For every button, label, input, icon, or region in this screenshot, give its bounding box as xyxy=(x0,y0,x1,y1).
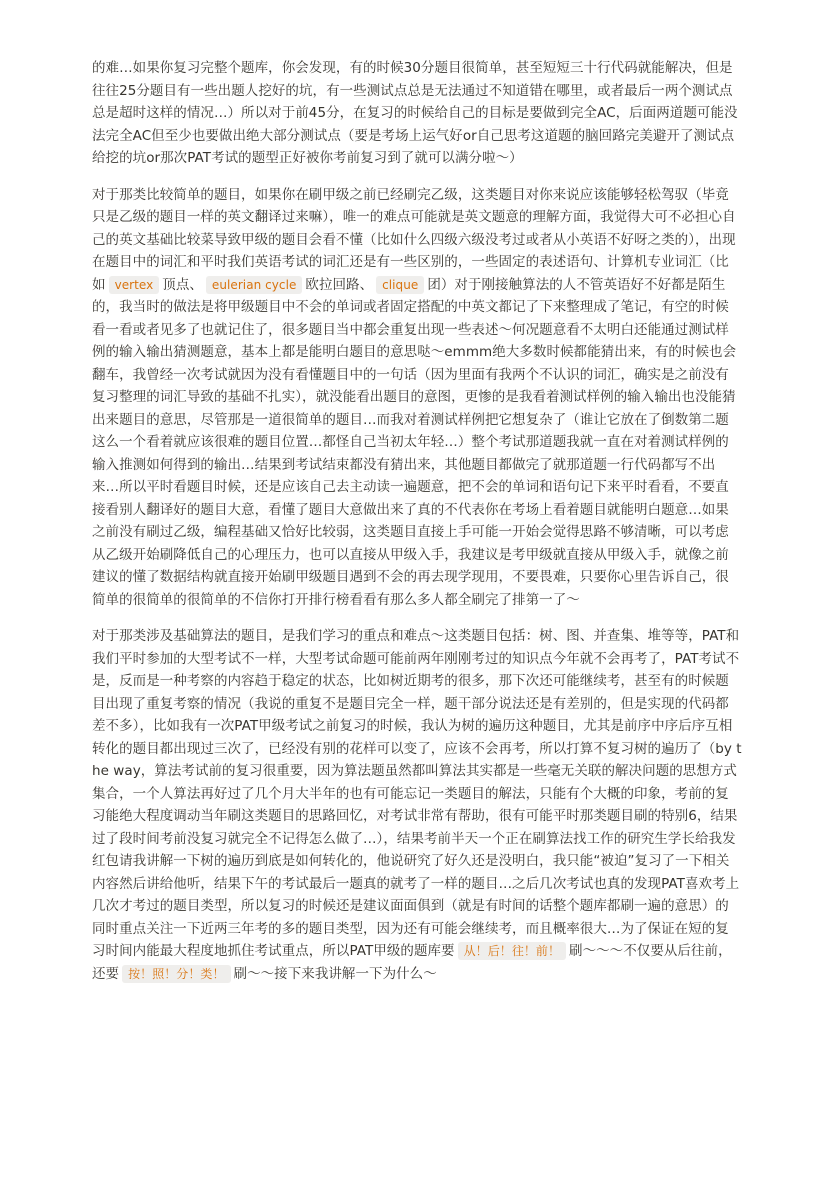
paragraph-algorithm-problems xyxy=(92,625,742,985)
paragraph-text: 顶点、 xyxy=(162,276,203,293)
paragraph-simple-problems xyxy=(92,184,742,612)
paragraph-text: 的难…如果你复习完整个题库，你会发现，有的时候30分题目很简单，甚至短短三十行代码就能解决，但是往往25分题目有一些出题人挖好的坑，有一些测试点总是无法通过不知道错在哪里，或者最后一两个测试点总是超时这样的情况…）所以对于前45分，在复习的时候给自己的目标是要做到完全AC，后面两道题可能没法完全AC但至少也要做出绝大部分测试点（要是考场上运气好or自己思考这道题的脑回路完美避开了测试点给挖的坑or那次PAT考试的题型正好被你考前复习到了就可以满分啦～） xyxy=(92,60,738,166)
inline-code-by-category: 按！照！分！类！ xyxy=(122,965,230,983)
inline-code-clique: clique xyxy=(376,276,424,294)
inline-code-back-to-front: 从！后！往！前！ xyxy=(458,942,566,960)
paragraph-text: 对于那类比较简单的题目，如果你在刷甲级之前已经刷完乙级，这类题目对你来说应该能够轻松驾驭（毕竟只是乙级的题目一样的英文翻译过来嘛），唯一的难点可能就是英文题意的理解方面，我觉得大可不必担心自己的英文基础比较菜导致甲级的题目会看不懂（比如什么四级六级没考过或者从小英语不好呀之类的），出现在题目中的词汇和平时我们英语考试的词汇还是有一些区别的，一些固定的表述语句、计算机专业词汇（比如 xyxy=(92,186,736,293)
paragraph-text: 团）对于刚接触算法的人不管英语好不好都是陌生的，我当时的做法是将甲级题目中不会的单词或者固定搭配的中英文都记了下来整理成了笔记，有空的时候看一看或者见多了也就记住了，很多题目当中都会重复出现一些表述～何况题意看不太明白还能通过测试样例的输入输出猜测题意，基本上都是能明白题目的意思哒～emmm绝大多数时候都能猜出来，有的时候也会翻车，我曾经一次考试就因为没有看懂题目中的一句话（因为里面有我两个不认识的词汇，确实是之前没有复习整理的词汇导致的基础不扎实），就没能看出题目的意图，更惨的是我看着测试样例的输入输出也没能猜出来题目的意思，尽管那是一道很简单的题目…而我对着测试样例把它想复杂了（谁让它放在了倒数第二题这么一个看着就应该很难的题目位置…都怪自己当初太年轻…）整个考试那道题我就一直在对着测试样例的输入推测如何得到的输出…结果到考试结束都没有猜出来，其他题目都做完了就那道题一行代码都写不出来…所以平时看题目时候，还是应该自己去主动读一遍题意，把不会的单词和语句记下来平时看看，不要直接看别人翻译好的题目大意，看懂了题目大意做出来了真的不代表你在考场上看着题目就能明白题意…如果之前没有刷过乙级，编程基础又恰好比较弱，这类题目直接上手可能一开始会觉得思路不够清晰，可以考虑从乙级开始刷降低自己的心理压力，也可以直接从甲级入手，我建议是考甲级就直接从甲级入手，就像之前建议的懂了数据结构就直接开始刷甲级题目遇到不会的再去现学现用，不要畏难，只要你心里告诉自己，很简单的很简单的很简单的不信你打开排行榜看看有那么多人都全刷完了排第一了～ xyxy=(92,276,737,608)
paragraph-text: 对于那类涉及基础算法的题目，是我们学习的重点和难点～这类题目包括：树、图、并查集、堆等等，PAT和我们平时参加的大型考试不一样，大型考试命题可能前两年刚刚考过的知识点今年就不会再考了，PAT考试不是，反而是一种考察的内容趋于稳定的状态，比如树近期考的很多，那下次还可能继续考，甚至有的时候题目出现了重复考察的情况（我说的重复不是题目完全一样，题干部分说法还是有差别的，但是实现的代码都差不多），比如我有一次PAT甲级考试之前复习的时候，我认为树的遍历这种题目，尤其是前序中序后序互相转化的题目都出现过三次了，已经没有别的花样可以变了，应该不会再考，所以打算不复习树的遍历了（by the way，算法考试前的复习很重要，因为算法题虽然都叫算法其实都是一些毫无关联的解决问题的思想方式集合，一个人算法再好过了几个月大半年的也有可能忘记一类题目的解法，只能有个大概的印象，考前的复习能绝大程度调动当年刷这类题目的思路回忆，对考试非常有帮助，很有可能平时那类题目刷的特别6，结果过了段时间考前没复习就完全不记得怎么做了…），结果考前半天一个正在刷算法找工作的研究生学长给我发红包请我讲解一下树的遍历到底是如何转化的，他说研究了好久还是没明白，我只能“被迫”复习了一下相关内容然后讲给他听，结果下午的考试最后一题真的就考了一样的题目…之后几次考试也真的发现PAT喜欢考上几次才考过的题目类型，所以复习的时候还是建议面面俱到（就是有时间的话整个题库都刷一遍的意思）的同时重点关注一下近两三年考的多的题目类型，因为还有可能会继续考，而且概率很大…为了保证在短的复习时间内能最大程度地抓住考试重点，所以PAT甲级的题库要 xyxy=(92,628,742,959)
inline-code-eulerian-cycle: eulerian cycle xyxy=(206,276,302,294)
paragraph-text: 刷～～接下来我讲解一下为什么～ xyxy=(233,965,437,982)
paragraph-text: 刷～～～不仅要从后往前，还要 xyxy=(92,943,732,982)
paragraph-text: 欧拉回路、 xyxy=(305,276,374,293)
paragraph-intro-continued xyxy=(92,57,742,170)
inline-code-vertex: vertex xyxy=(109,276,160,294)
